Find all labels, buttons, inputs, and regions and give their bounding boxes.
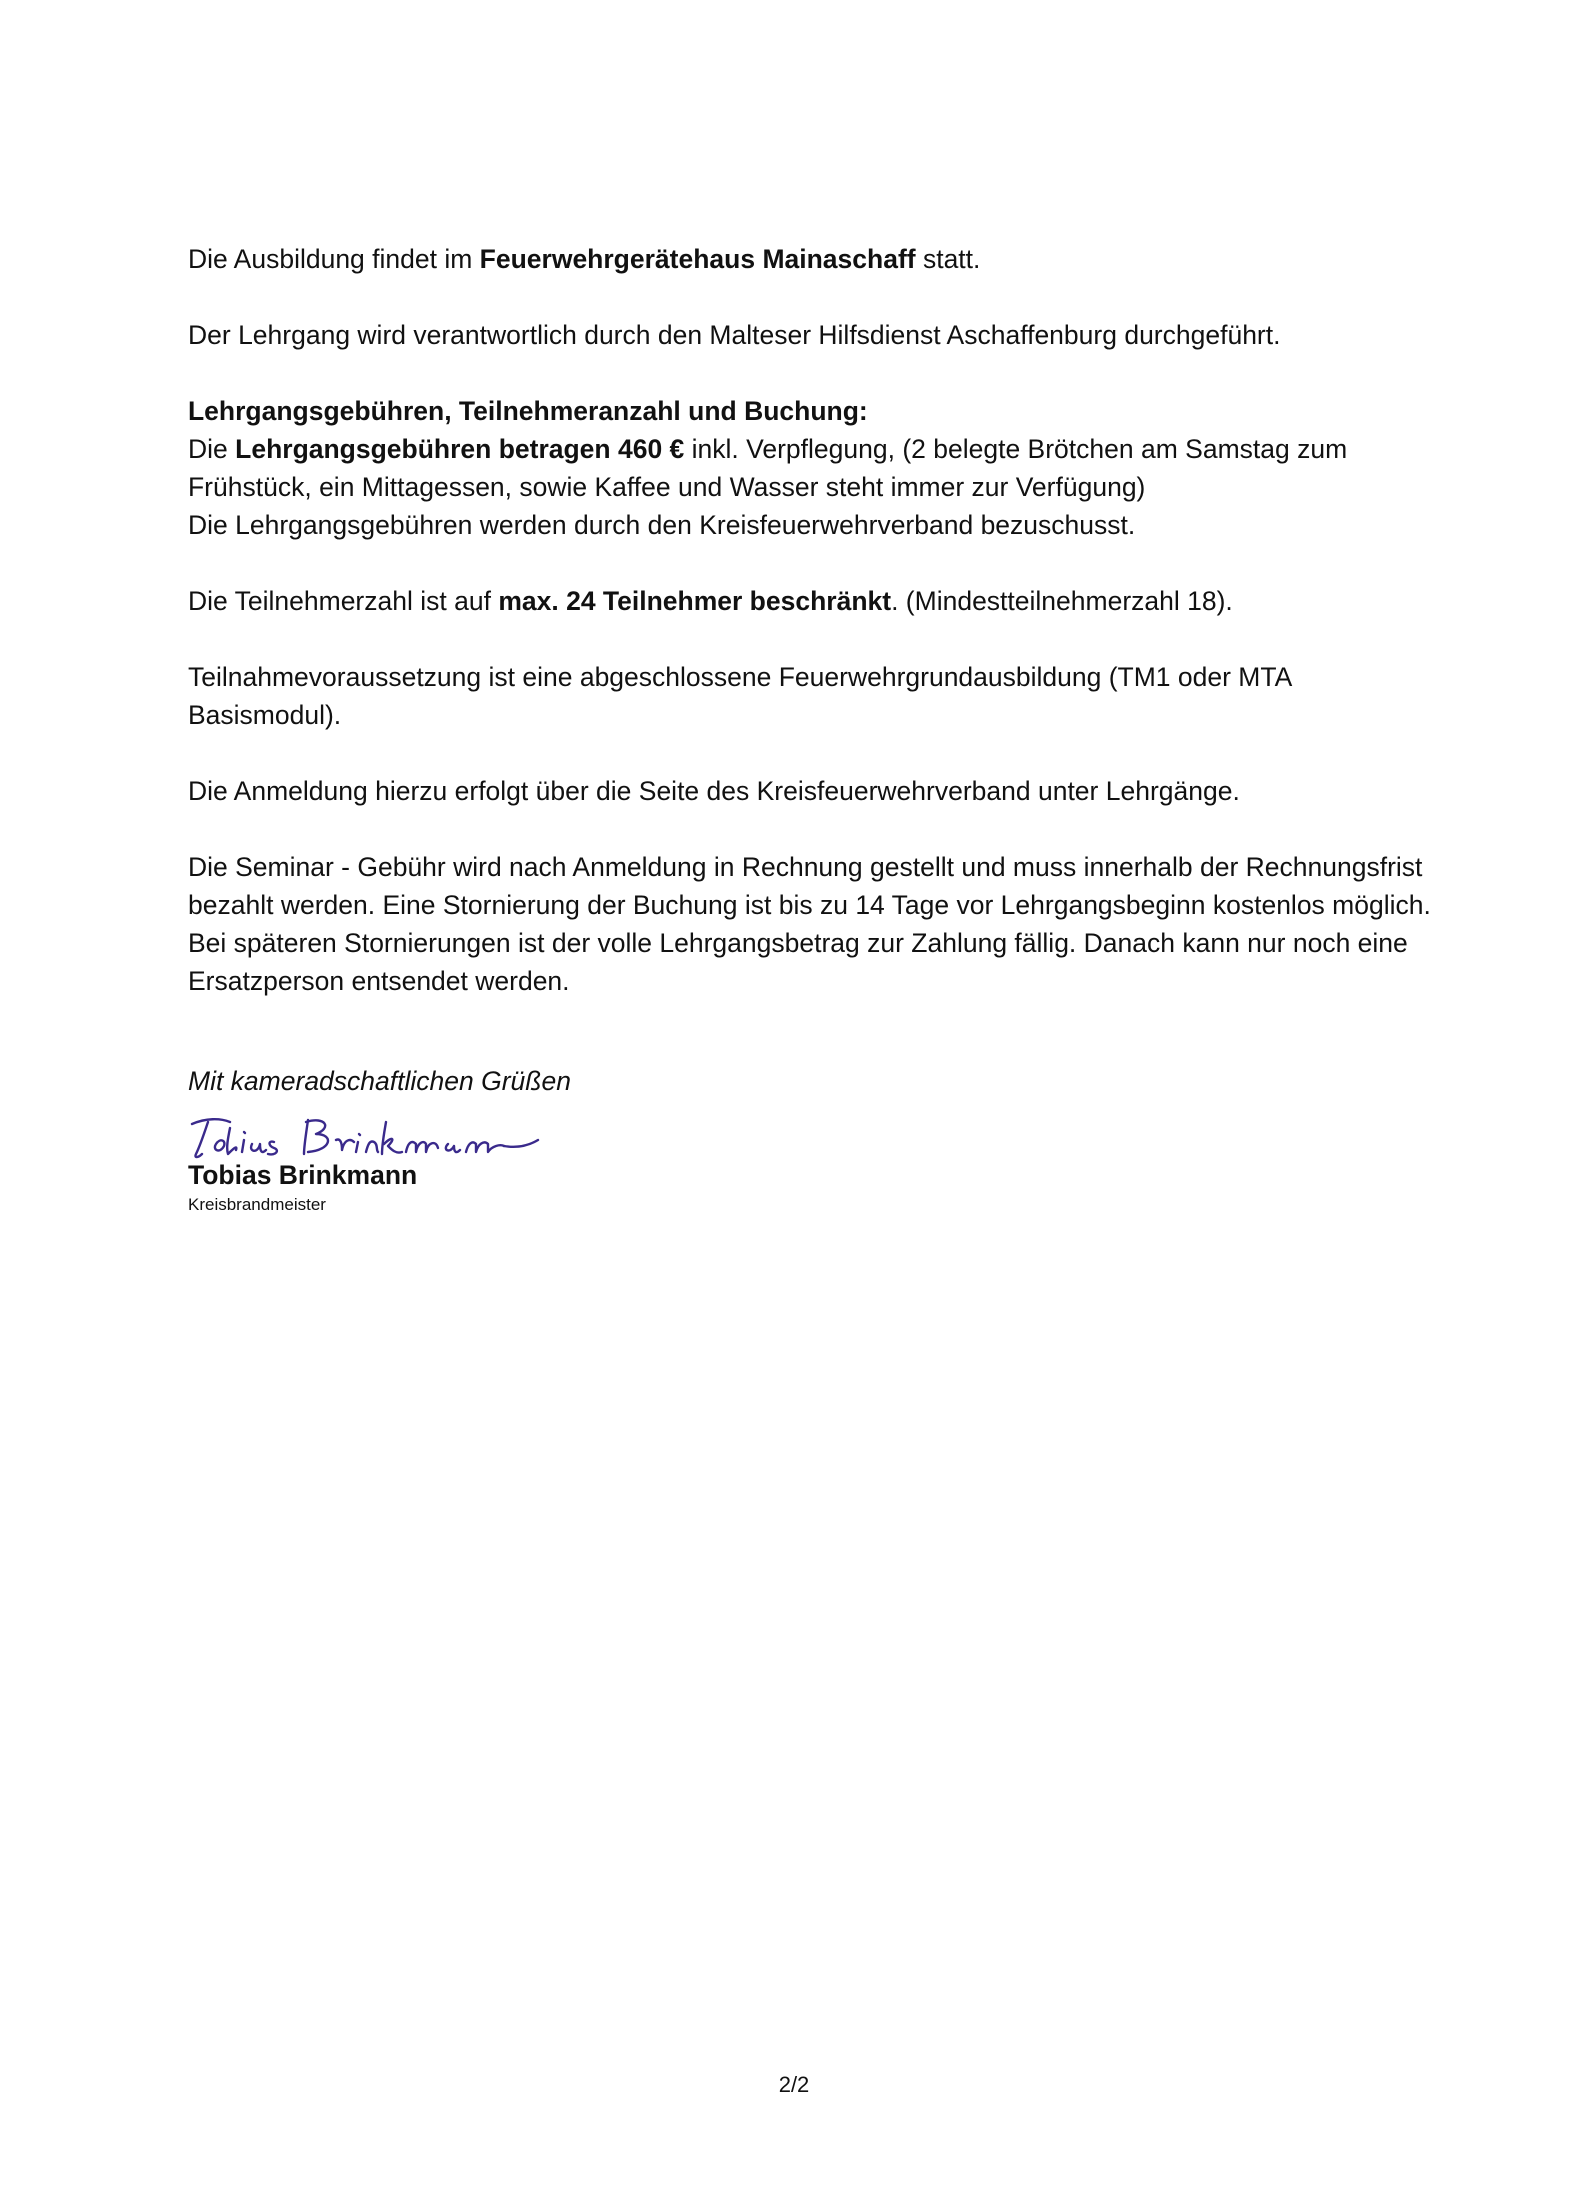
handwritten-signature xyxy=(186,1110,606,1162)
paragraph-billing: Die Seminar - Gebühr wird nach Anmeldung in Rechnung gestellt und muss innerhalb der Rechnungsfrist bezahlt werden. Eine Stornierung der Buchung ist bis zu 14 Tage vor Lehrgangsbeginn kostenlos möglich. Bei späteren Stornierungen ist der volle Lehrgangsbetrag zur Zahlung fällig. Danach kann nur noch eine Ersatzperson entsendet werden. xyxy=(188,852,1431,996)
paragraph-responsible: Der Lehrgang wird verantwortlich durch den Malteser Hilfsdienst Aschaffenburg durchgeführt. xyxy=(188,320,1281,350)
closing-greeting: Mit kameradschaftlichen Grüßen xyxy=(188,1066,571,1096)
signature-area xyxy=(188,1110,1438,1158)
paragraph-participants: Die Teilnehmerzahl ist auf max. 24 Teilnehmer beschränkt. (Mindestteilnehmerzahl 18). xyxy=(188,586,1233,616)
page-number: 2/2 xyxy=(778,2072,810,2097)
paragraph-location: Die Ausbildung findet im Feuerwehrgerätehaus Mainaschaff statt. xyxy=(188,244,981,274)
signer-title: Kreisbrandmeister xyxy=(188,1195,326,1214)
section-heading: Lehrgangsgebühren, Teilnehmeranzahl und Buchung: xyxy=(188,396,868,426)
participant-limit: max. 24 Teilnehmer beschränkt xyxy=(498,586,892,616)
paragraph-registration: Die Anmeldung hierzu erfolgt über die Seite des Kreisfeuerwehrverband unter Lehrgänge. xyxy=(188,776,1240,806)
paragraph-prerequisite: Teilnahmevoraussetzung ist eine abgeschlossene Feuerwehrgrundausbildung (TM1 oder MTA Basismodul). xyxy=(188,662,1291,730)
venue-name: Feuerwehrgerätehaus Mainaschaff xyxy=(479,244,916,274)
paragraph-fees: Die Lehrgangsgebühren betragen 460 € inkl. Verpflegung, (2 belegte Brötchen am Samstag zum Frühstück, ein Mittagessen, sowie Kaffee und Wasser steht immer zur Verfügung) xyxy=(188,434,1348,502)
letter-body xyxy=(188,240,1438,1218)
fee-amount: Lehrgangsgebühren betragen 460 € xyxy=(235,434,685,464)
paragraph-subsidy: Die Lehrgangsgebühren werden durch den Kreisfeuerwehrverband bezuschusst. xyxy=(188,510,1136,540)
signer-name: Tobias Brinkmann xyxy=(188,1160,418,1190)
